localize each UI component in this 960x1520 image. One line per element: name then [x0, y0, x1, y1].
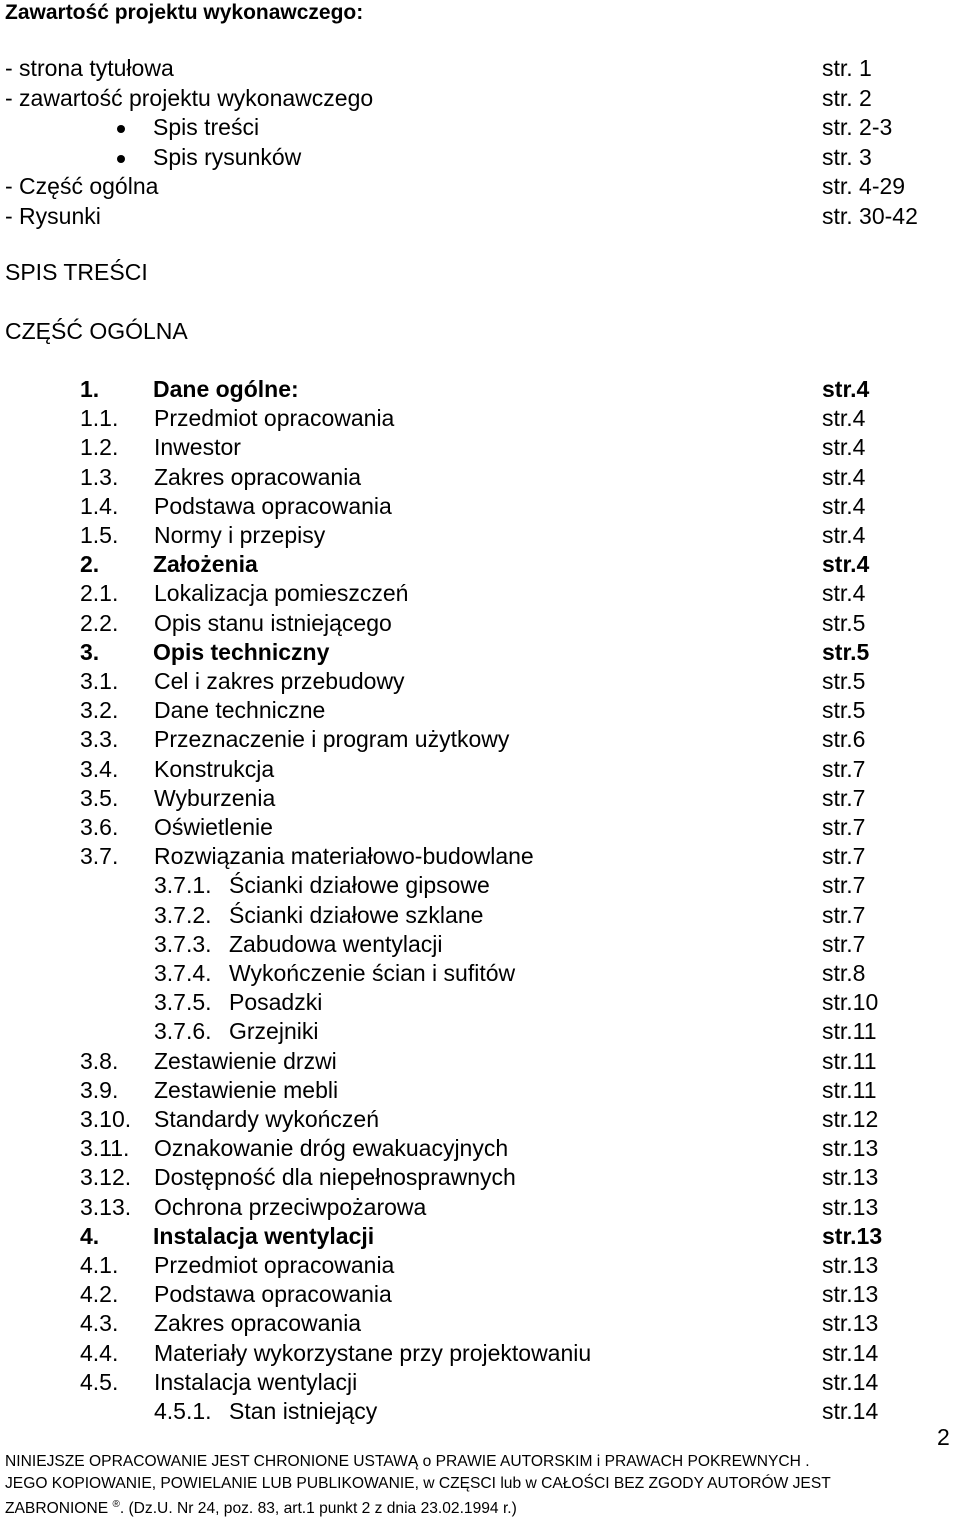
toc-entry [0, 1193, 900, 1222]
contents-label: - strona tytułowa [5, 55, 174, 81]
toc-entry [0, 638, 900, 667]
toc-number: 3.4. [80, 755, 119, 782]
toc-number: 2. [80, 551, 100, 578]
toc-number: 3.10. [80, 1106, 132, 1132]
toc-entry [0, 1397, 900, 1426]
toc-title: Założenia [153, 551, 258, 578]
footer-line-3b: . (Dz.U. Nr 24, poz. 83, art.1 punkt 2 z dnia 23.02.1994 r.) [119, 1500, 517, 1518]
toc-number: 3.3. [80, 726, 119, 753]
footer-line-1: NINIEJSZE OPRACOWANIE JEST CHRONIONE USTAWĄ o PRAWIE AUTORSKIM i PRAWACH POKREWNYCH . [5, 1453, 810, 1470]
toc-title: Konstrukcja [154, 755, 275, 782]
toc-number: 1. [80, 376, 100, 402]
toc-number: 3.7.6. [154, 1018, 212, 1045]
contents-label: - Rysunki [5, 203, 101, 229]
toc-title: Stan istniejący [229, 1398, 378, 1424]
toc-page: str.10 [822, 989, 879, 1016]
toc-entry [0, 1017, 900, 1046]
toc-entry [0, 959, 900, 988]
toc-title: Inwestor [154, 434, 241, 461]
toc-page: str.13 [822, 1135, 879, 1162]
toc-number: 3.6. [80, 814, 119, 840]
toc-page: str.13 [822, 1281, 879, 1308]
toc-title: Instalacja wentylacji [154, 1368, 358, 1395]
toc-number: 4.3. [80, 1310, 119, 1337]
toc-page: str.5 [822, 697, 866, 724]
toc-entry [0, 433, 900, 462]
toc-entry [0, 1222, 900, 1251]
toc-number: 1.3. [80, 463, 119, 490]
toc-title: Opis stanu istniejącego [154, 609, 392, 636]
toc-page: str.11 [822, 1047, 877, 1074]
toc-number: 4.5.1. [154, 1398, 212, 1424]
toc-title: Ścianki działowe gipsowe [229, 872, 490, 899]
toc-title: Rozwiązania materiałowo-budowlane [154, 843, 534, 870]
contents-label: Spis rysunków [153, 143, 302, 170]
toc-title: Zabudowa wentylacji [229, 930, 443, 957]
toc-page: str.14 [822, 1398, 879, 1424]
toc-entry [0, 375, 900, 404]
toc-number: 3.7.1. [154, 872, 212, 899]
toc-number: 3.7.3. [154, 930, 212, 957]
toc-number: 3.11. [80, 1135, 130, 1162]
toc-entry [0, 725, 900, 754]
toc-title: Przedmiot opracowania [154, 1252, 395, 1278]
toc-entry [0, 813, 900, 842]
toc-number: 3.1. [80, 668, 119, 694]
contents-label: - Część ogólna [5, 173, 159, 200]
toc-entry [0, 901, 900, 930]
toc-title: Normy i przepisy [154, 522, 326, 548]
toc-number: 4.5. [80, 1368, 119, 1395]
toc-entry [0, 404, 900, 433]
contents-item [5, 201, 918, 231]
toc-entry [0, 1280, 900, 1309]
toc-title: Opis techniczny [153, 638, 330, 665]
toc-number: 3.5. [80, 784, 119, 811]
toc-page: str.13 [822, 1164, 879, 1191]
document-heading: Zawartość projektu wykonawczego: [5, 1, 364, 24]
toc-page: str.4 [822, 580, 866, 607]
toc-title: Posadzki [229, 989, 323, 1016]
toc-number: 4. [80, 1222, 100, 1249]
toc-page: str.6 [822, 726, 866, 753]
contents-label: - zawartość projektu wykonawczego [5, 84, 374, 111]
contents-item [5, 142, 905, 172]
toc-title: Przeznaczenie i program użytkowy [154, 726, 510, 753]
contents-page: str. 2-3 [822, 114, 893, 141]
toc-entry [0, 842, 900, 871]
toc-number: 3.7.2. [154, 901, 212, 928]
toc-title: Oświetlenie [154, 814, 273, 840]
contents-page: str. 3 [822, 143, 872, 170]
toc-entry [0, 988, 900, 1017]
toc-number: 1.4. [80, 492, 119, 519]
toc-number: 3.7.4. [154, 960, 212, 986]
bullet-icon [117, 155, 125, 163]
toc-page: str.7 [822, 784, 866, 811]
toc-number: 4.2. [80, 1281, 119, 1308]
toc-title: Standardy wykończeń [154, 1106, 380, 1132]
toc-entry [0, 784, 900, 813]
toc-page: str.4 [822, 492, 866, 519]
toc-page: str.14 [822, 1368, 879, 1395]
toc-title: Zakres opracowania [154, 1310, 362, 1337]
copyright-footer [5, 1451, 831, 1520]
toc-page: str.7 [822, 814, 866, 840]
toc-entry [0, 755, 900, 784]
toc-number: 2.2. [80, 609, 119, 636]
toc-number: 3.12. [80, 1164, 132, 1191]
toc-title: Ścianki działowe szklane [229, 901, 484, 928]
toc-page: str.13 [822, 1310, 879, 1337]
contents-label: Spis treści [153, 114, 260, 141]
toc-page: str.4 [822, 405, 866, 432]
registered-mark: ® [112, 1499, 120, 1510]
footer-line-3a: ZABRONIONE [5, 1500, 113, 1518]
toc-entry [0, 1105, 900, 1134]
toc-entry [0, 1134, 900, 1163]
toc-entry [0, 1368, 900, 1397]
toc-entry [0, 871, 900, 900]
toc-page: str.11 [822, 1076, 877, 1103]
contents-item [5, 112, 905, 142]
toc-entry [0, 492, 900, 521]
toc-title: Podstawa opracowania [154, 492, 392, 519]
toc-page: str.7 [822, 930, 866, 957]
toc-page: str.4 [822, 551, 870, 578]
toc-number: 3.13. [80, 1193, 132, 1220]
toc-page: str.7 [822, 872, 866, 899]
toc-title: Podstawa opracowania [154, 1281, 392, 1308]
toc-entry [0, 1163, 900, 1192]
toc-number: 3. [80, 638, 100, 665]
toc-number: 3.7. [80, 843, 119, 870]
toc-page: str.13 [822, 1222, 883, 1249]
toc-title: Cel i zakres przebudowy [154, 668, 405, 694]
toc-title: Oznakowanie dróg ewakuacyjnych [154, 1135, 509, 1162]
toc-entry [0, 696, 900, 725]
toc-title: Przedmiot opracowania [154, 405, 395, 432]
section-heading: CZĘŚĆ OGÓLNA [5, 318, 188, 344]
contents-item [5, 83, 905, 113]
toc-title: Instalacja wentylacji [153, 1222, 375, 1249]
toc-entry [0, 463, 900, 492]
toc-number: 2.1. [80, 580, 119, 607]
toc-entry [0, 579, 900, 608]
contents-page: str. 30-42 [822, 203, 918, 229]
toc-page: str.13 [822, 1193, 879, 1220]
toc-page: str.14 [822, 1339, 879, 1366]
toc-number: 1.1. [80, 405, 119, 432]
toc-title: Wyburzenia [154, 784, 276, 811]
toc-page: str.7 [822, 901, 866, 928]
contents-item [5, 53, 905, 83]
toc-entry [0, 1047, 900, 1076]
footer-line-2: JEGO KOPIOWANIE, POWIELANIE LUB PUBLIKOWANIE, w CZĘSCI lub w CAŁOŚCI BEZ ZGODY AUTORÓW JEST [5, 1474, 831, 1492]
toc-entry [0, 1251, 900, 1280]
toc-title: Dane techniczne [154, 697, 326, 724]
toc-title: Zestawienie mebli [154, 1076, 339, 1103]
toc-number: 3.9. [80, 1076, 119, 1103]
toc-page: str.5 [822, 668, 866, 694]
toc-page: str.4 [822, 463, 866, 490]
contents-page: str. 4-29 [822, 173, 906, 200]
toc-page: str.5 [822, 609, 866, 636]
toc-entry [0, 550, 900, 579]
toc-entry [0, 1309, 900, 1338]
toc-page: str.11 [822, 1018, 877, 1045]
toc-entry [0, 609, 900, 638]
toc-number: 4.4. [80, 1339, 119, 1366]
toc-entry [0, 667, 900, 696]
toc-title: Zestawienie drzwi [154, 1047, 337, 1074]
toc-page: str.4 [822, 522, 866, 548]
toc-title: Materiały wykorzystane przy projektowaniu [154, 1339, 592, 1366]
toc-page: str.12 [822, 1106, 879, 1132]
toc-title: Lokalizacja pomieszczeń [154, 580, 409, 607]
toc-title: Grzejniki [229, 1018, 319, 1045]
toc-heading: SPIS TREŚCI [5, 259, 148, 285]
toc-number: 1.2. [80, 434, 119, 461]
contents-page: str. 1 [822, 55, 872, 81]
page-number: 2 [937, 1424, 950, 1450]
toc-page: str.5 [822, 638, 870, 665]
contents-page: str. 2 [822, 84, 872, 111]
toc-entry [0, 1339, 900, 1368]
footer-line-3 [5, 1494, 831, 1520]
toc-title: Zakres opracowania [154, 463, 362, 490]
toc-title: Wykończenie ścian i sufitów [229, 960, 516, 986]
toc-number: 3.8. [80, 1047, 119, 1074]
toc-title: Ochrona przeciwpożarowa [154, 1193, 427, 1220]
toc-number: 3.2. [80, 697, 119, 724]
toc-page: str.8 [822, 960, 866, 986]
toc-page: str.7 [822, 843, 866, 870]
toc-page: str.4 [822, 434, 866, 461]
toc-number: 3.7.5. [154, 989, 212, 1016]
toc-number: 4.1. [80, 1252, 119, 1278]
toc-title: Dane ogólne: [153, 376, 299, 402]
toc-page: str.7 [822, 755, 866, 782]
toc-entry [0, 1076, 900, 1105]
toc-title: Dostępność dla niepełnosprawnych [154, 1164, 516, 1191]
toc-entry [0, 930, 900, 959]
toc-page: str.13 [822, 1252, 879, 1278]
bullet-icon [117, 125, 125, 133]
contents-item [5, 171, 905, 201]
toc-page: str.4 [822, 376, 870, 402]
toc-entry [0, 521, 900, 550]
toc-number: 1.5. [80, 522, 119, 548]
